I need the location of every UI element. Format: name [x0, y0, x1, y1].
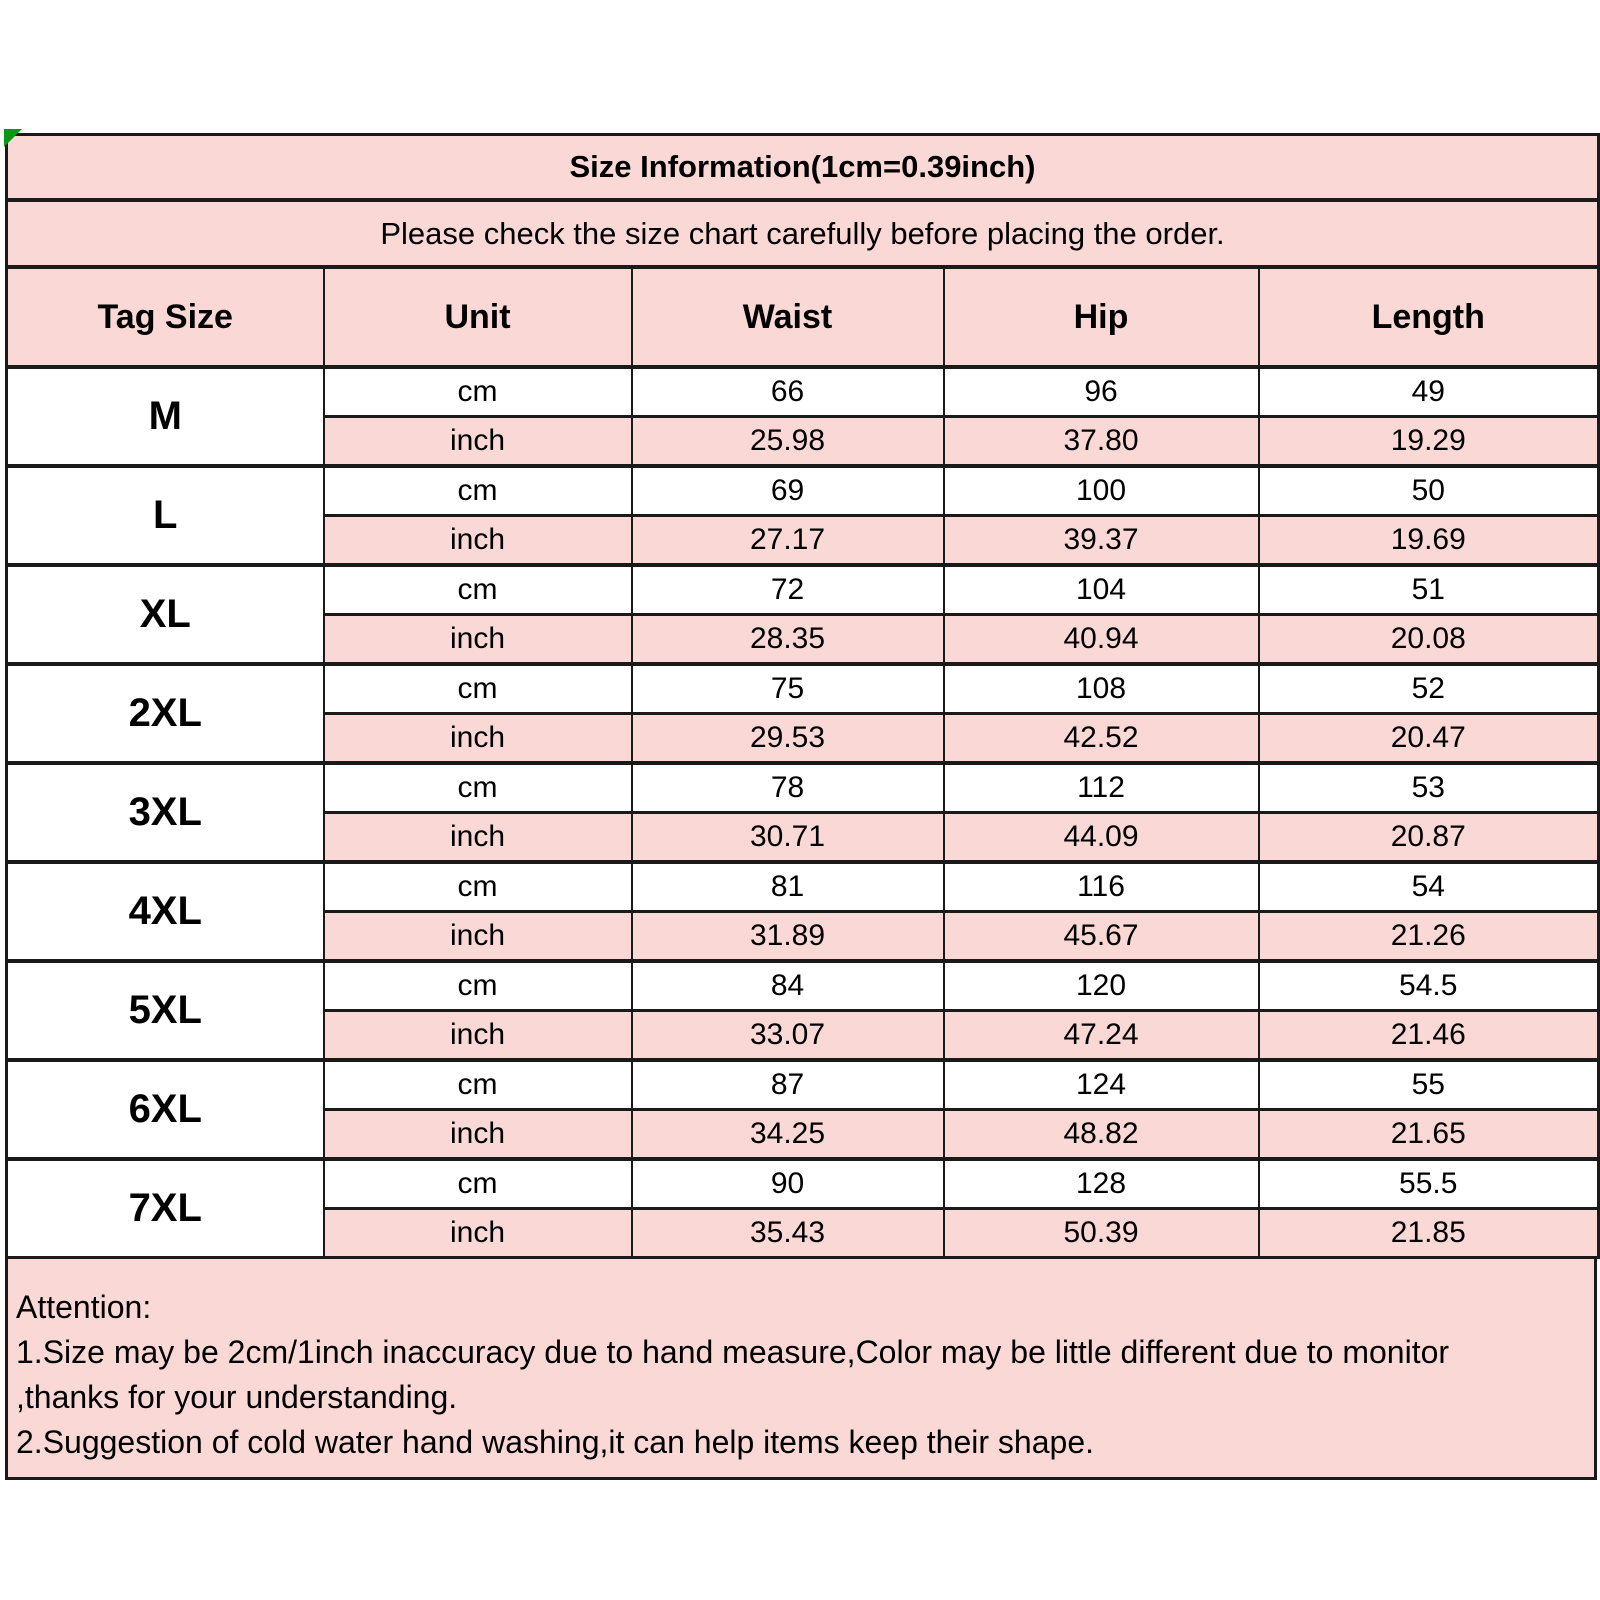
unit-label-cm: cm	[324, 763, 632, 813]
measurement-value: 75	[632, 664, 944, 714]
unit-label-cm: cm	[324, 862, 632, 912]
column-header-length: Length	[1259, 267, 1599, 367]
measurement-value: 48.82	[944, 1110, 1259, 1160]
measurement-value: 35.43	[632, 1209, 944, 1258]
attention-line: 2.Suggestion of cold water hand washing,it can help items keep their shape.	[16, 1424, 1094, 1460]
table-title: Size Information(1cm=0.39inch)	[7, 135, 1599, 201]
measurement-value: 47.24	[944, 1011, 1259, 1061]
measurement-value: 112	[944, 763, 1259, 813]
table-row-4XL-cm	[7, 862, 1599, 912]
measurement-value: 34.25	[632, 1110, 944, 1160]
size-label-5XL: 5XL	[7, 961, 324, 1060]
table-row-5XL-cm	[7, 961, 1599, 1011]
unit-label-cm: cm	[324, 565, 632, 615]
measurement-value: 28.35	[632, 615, 944, 665]
attention-block	[5, 1259, 1597, 1480]
measurement-value: 90	[632, 1159, 944, 1209]
corner-marker-icon	[4, 129, 22, 147]
measurement-value: 44.09	[944, 813, 1259, 863]
column-header-tag-size: Tag Size	[7, 267, 324, 367]
measurement-value: 31.89	[632, 912, 944, 962]
unit-label-cm: cm	[324, 1060, 632, 1110]
measurement-value: 21.85	[1259, 1209, 1599, 1258]
measurement-value: 51	[1259, 565, 1599, 615]
subtitle-row	[7, 200, 1599, 267]
measurement-value: 45.67	[944, 912, 1259, 962]
measurement-value: 108	[944, 664, 1259, 714]
measurement-value: 69	[632, 466, 944, 516]
unit-label-cm: cm	[324, 1159, 632, 1209]
measurement-value: 20.87	[1259, 813, 1599, 863]
measurement-value: 87	[632, 1060, 944, 1110]
unit-label-inch: inch	[324, 714, 632, 764]
measurement-value: 37.80	[944, 417, 1259, 467]
measurement-value: 116	[944, 862, 1259, 912]
measurement-value: 54.5	[1259, 961, 1599, 1011]
size-label-L: L	[7, 466, 324, 565]
measurement-value: 52	[1259, 664, 1599, 714]
unit-label-inch: inch	[324, 1209, 632, 1258]
column-header-waist: Waist	[632, 267, 944, 367]
size-chart-sheet	[5, 133, 1597, 1480]
measurement-value: 50	[1259, 466, 1599, 516]
measurement-value: 25.98	[632, 417, 944, 467]
measurement-value: 72	[632, 565, 944, 615]
unit-label-inch: inch	[324, 1011, 632, 1061]
measurement-value: 81	[632, 862, 944, 912]
measurement-value: 84	[632, 961, 944, 1011]
table-row-7XL-cm	[7, 1159, 1599, 1209]
table-row-3XL-cm	[7, 763, 1599, 813]
title-row	[7, 135, 1599, 201]
attention-heading: Attention:	[16, 1289, 152, 1325]
unit-label-cm: cm	[324, 367, 632, 417]
table-row-M-cm	[7, 367, 1599, 417]
measurement-value: 55.5	[1259, 1159, 1599, 1209]
measurement-value: 124	[944, 1060, 1259, 1110]
size-table	[5, 133, 1600, 1259]
measurement-value: 53	[1259, 763, 1599, 813]
unit-label-cm: cm	[324, 466, 632, 516]
unit-label-inch: inch	[324, 912, 632, 962]
unit-label-cm: cm	[324, 664, 632, 714]
measurement-value: 21.26	[1259, 912, 1599, 962]
measurement-value: 19.29	[1259, 417, 1599, 467]
unit-label-inch: inch	[324, 516, 632, 566]
measurement-value: 33.07	[632, 1011, 944, 1061]
table-row-L-cm	[7, 466, 1599, 516]
measurement-value: 40.94	[944, 615, 1259, 665]
measurement-value: 29.53	[632, 714, 944, 764]
measurement-value: 120	[944, 961, 1259, 1011]
measurement-value: 104	[944, 565, 1259, 615]
attention-line: 1.Size may be 2cm/1inch inaccuracy due to hand measure,Color may be little different due to monitor	[16, 1334, 1450, 1370]
measurement-value: 128	[944, 1159, 1259, 1209]
measurement-value: 50.39	[944, 1209, 1259, 1258]
measurement-value: 27.17	[632, 516, 944, 566]
column-header-unit: Unit	[324, 267, 632, 367]
size-label-4XL: 4XL	[7, 862, 324, 961]
measurement-value: 55	[1259, 1060, 1599, 1110]
measurement-value: 21.65	[1259, 1110, 1599, 1160]
measurement-value: 20.08	[1259, 615, 1599, 665]
size-label-6XL: 6XL	[7, 1060, 324, 1159]
unit-label-inch: inch	[324, 813, 632, 863]
table-row-XL-cm	[7, 565, 1599, 615]
size-label-7XL: 7XL	[7, 1159, 324, 1258]
unit-label-cm: cm	[324, 961, 632, 1011]
measurement-value: 66	[632, 367, 944, 417]
table-subtitle: Please check the size chart carefully before placing the order.	[7, 200, 1599, 267]
unit-label-inch: inch	[324, 417, 632, 467]
table-row-2XL-cm	[7, 664, 1599, 714]
column-header-hip: Hip	[944, 267, 1259, 367]
measurement-value: 100	[944, 466, 1259, 516]
measurement-value: 54	[1259, 862, 1599, 912]
measurement-value: 49	[1259, 367, 1599, 417]
unit-label-inch: inch	[324, 615, 632, 665]
size-label-2XL: 2XL	[7, 664, 324, 763]
measurement-value: 96	[944, 367, 1259, 417]
attention-line: ,thanks for your understanding.	[16, 1379, 458, 1415]
unit-label-inch: inch	[324, 1110, 632, 1160]
header-row	[7, 267, 1599, 367]
size-label-XL: XL	[7, 565, 324, 664]
size-label-3XL: 3XL	[7, 763, 324, 862]
measurement-value: 42.52	[944, 714, 1259, 764]
measurement-value: 21.46	[1259, 1011, 1599, 1061]
measurement-value: 20.47	[1259, 714, 1599, 764]
measurement-value: 19.69	[1259, 516, 1599, 566]
measurement-value: 78	[632, 763, 944, 813]
table-row-6XL-cm	[7, 1060, 1599, 1110]
measurement-value: 39.37	[944, 516, 1259, 566]
size-label-M: M	[7, 367, 324, 466]
measurement-value: 30.71	[632, 813, 944, 863]
